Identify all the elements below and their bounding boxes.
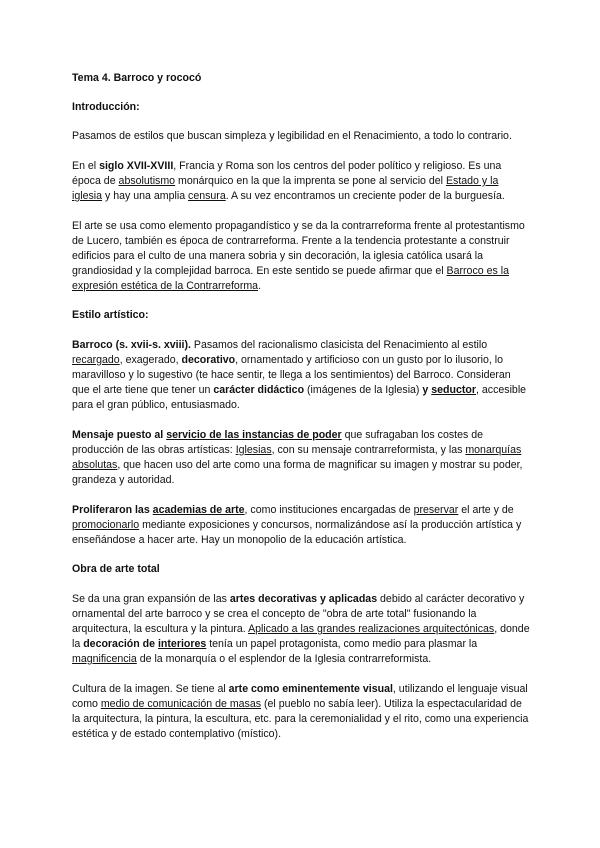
paragraph-intro: Pasamos de estilos que buscan simpleza y legibilidad en el Renacimiento, a todo lo contrario. — [72, 130, 512, 142]
paragraph-artes-decorativas: Se da una gran expansión de las artes decorativas y aplicadas debido al carácter decorativo y ornamental del arte barroco y se crea el concepto de "obra de arte total" fusionando la arquitectura, la escultura y la pintura. Aplicado a las grandes realizaciones arquitectónicas, donde la decoración de interiores tenía un papel protagonista, como medio para plasmar la magnificencia de la monarquía o el esplendor de la Iglesia contrarreformista. — [72, 593, 530, 665]
document-title: Tema 4. Barroco y rococó — [72, 72, 202, 84]
paragraph-barroco: Barroco (s. xvii-s. xviii). Pasamos del racionalismo clasicista del Renacimiento al estilo recargado, exagerado, decorativo, ornamentado y artificioso con un gusto por lo ilusorio, lo maravilloso y lo sugestivo (te hace sentir, te llega a los sentimientos) del Barroco. Consideran que el arte tiene que tener un carácter didáctico (imágenes de la Iglesia) y seductor, accesible para el gran público, entusiasmado. — [72, 339, 527, 411]
paragraph-context: En el siglo XVII-XVIII, Francia y Roma son los centros del poder político y religioso. Es una época de absolutismo monárquico en la que la imprenta se pone al servicio del Estado y la iglesia y hay una amplia censura. A su vez encontramos un creciente poder de la burguesía. — [72, 160, 505, 202]
style-heading: Estilo artístico: — [72, 309, 149, 321]
paragraph-mensaje: Mensaje puesto al servicio de las instancias de poder que sufragaban los costes de producción de las obras artísticas: Iglesias, con su mensaje contrarreformista, y las monarquías absolutas, que hacen uso del arte como una forma de magnificar su imagen y mostrar su poder, grandeza y autoridad. — [72, 429, 523, 486]
total-art-heading: Obra de arte total — [72, 563, 160, 575]
paragraph-cultura-imagen: Cultura de la imagen. Se tiene al arte como eminentemente visual, utilizando el lenguaje visual como medio de comunicación de masas (el pueblo no sabía leer). Utiliza la espectacularidad de la arquitectura, la pintura, la escultura, etc. para la ceremonialidad y el rito, como una experiencia estética y de estado contemplativo (místico). — [72, 683, 529, 740]
paragraph-academias: Proliferaron las academias de arte, como instituciones encargadas de preservar el arte y de promocionarlo mediante exposiciones y concursos, normalizándose así la producción artística y enseñándose a hacer arte. Hay un monopolio de la educación artística. — [72, 504, 522, 546]
paragraph-propaganda: El arte se usa como elemento propagandístico y se da la contrarreforma frente al protestantismo de Lucero, también es época de contrarreforma. Frente a la tendencia protestante a construir edificios para el culto de una manera sobria y sin decoración, la iglesia católica usará la grandiosidad y la complejidad barroca. En este sentido se puede afirmar que el Barroco es la expresión estética de la Contrarreforma. — [72, 220, 525, 292]
intro-heading: Introducción: — [72, 101, 140, 113]
document-body — [72, 71, 530, 742]
